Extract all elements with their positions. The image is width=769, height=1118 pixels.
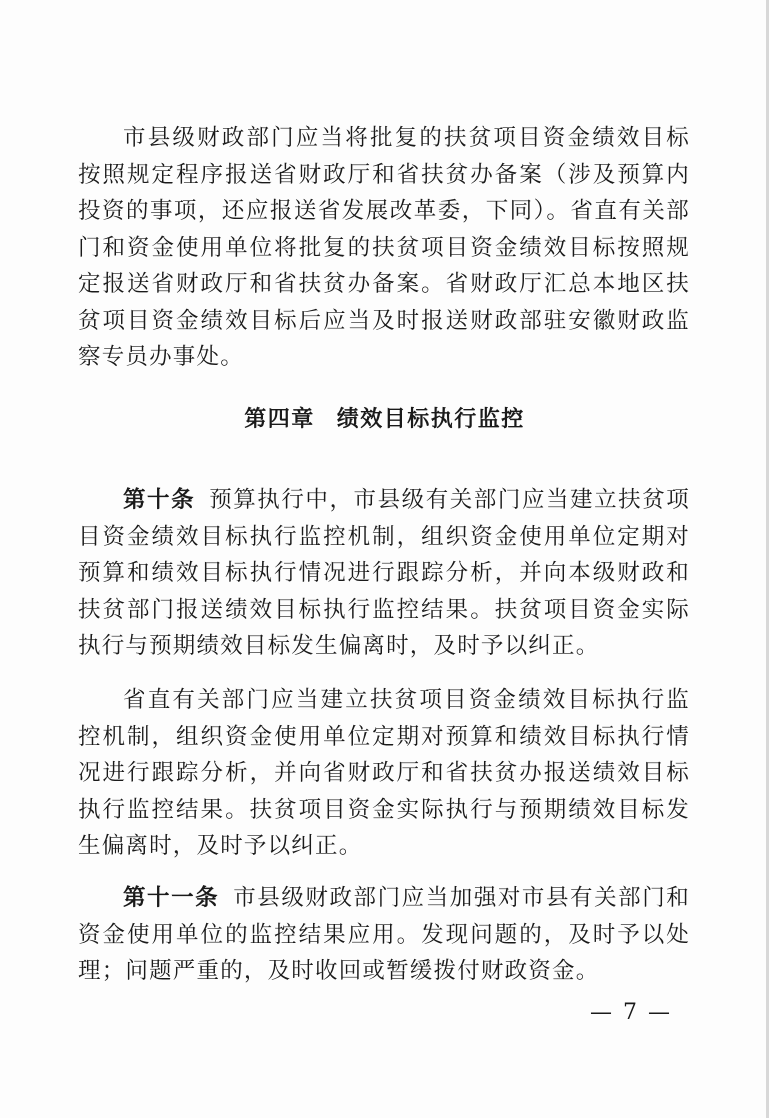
- article-10: [78, 482, 690, 665]
- chapter-title: 绩效目标执行监控: [336, 407, 525, 432]
- article-11-label: 第十一条: [123, 885, 220, 911]
- article-11: [78, 880, 690, 990]
- article-10-text: 预算执行中，市县级有关部门应当建立扶贫项目资金绩效目标执行监控机制，组织资金使用单位定期对预算和绩效目标执行情况进行跟踪分析，并向本级财政和扶贫部门报送绩效目标执行监控结果。扶贫项目资金实际执行与预期绩效目标发生偏离时，及时予以纠正。: [78, 487, 690, 659]
- chapter-number: 第四章: [244, 407, 315, 432]
- article-11-text: 市县级财政部门应当加强对市县有关部门和资金使用单位的监控结果应用。发现问题的，及时予以处理；问题严重的，及时收回或暂缓拨付财政资金。: [78, 885, 690, 984]
- page-number: — 7 —: [590, 1000, 672, 1025]
- paragraph-provincial-monitoring: 省直有关部门应当建立扶贫项目资金绩效目标执行监控机制，组织资金使用单位定期对预算和绩效目标执行情况进行跟踪分析，并向省财政厅和省扶贫办报送绩效目标执行监控结果。扶贫项目资金实际执行与预期绩效目标发生偏离时，及时予以纠正。: [78, 687, 690, 859]
- paragraph-filing-targets: 市县级财政部门应当将批复的扶贫项目资金绩效目标按照规定程序报送省财政厅和省扶贫办备案（涉及预算内投资的事项，还应报送省发展改革委，下同）。省直有关部门和资金使用单位将批复的扶贫项目资金绩效目标按照规定报送省财政厅和省扶贫办备案。省财政厅汇总本地区扶贫项目资金绩效目标后应当及时报送财政部驻安徽财政监察专员办事处。: [78, 125, 690, 370]
- chapter-heading: [0, 402, 769, 433]
- article-10-label: 第十条: [123, 487, 196, 513]
